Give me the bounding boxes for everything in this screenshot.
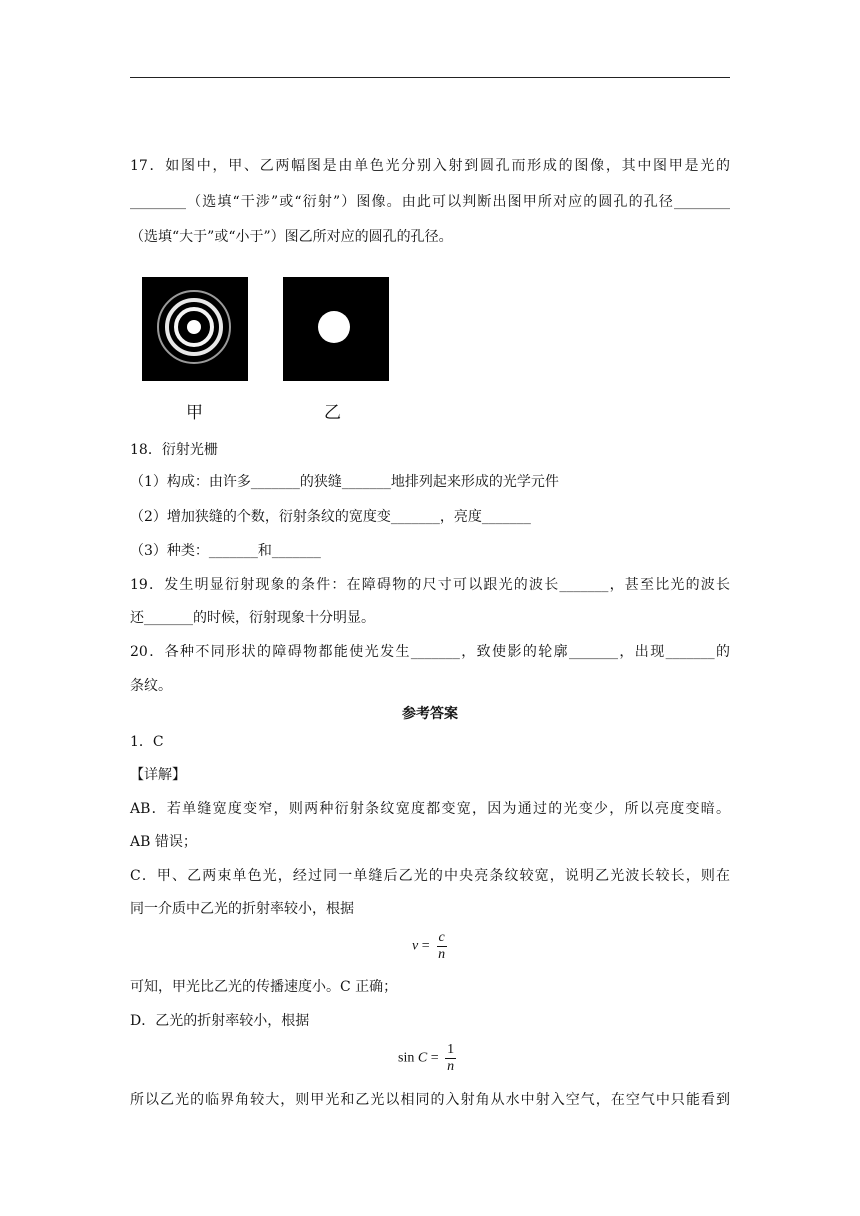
analysis-c-line-1: C．甲、乙两束单色光，经过同一单缝后乙光的中央亮条纹较宽，说明乙光波长较长，则在 <box>130 868 730 884</box>
analysis-ab-line: AB．若单缝宽度变窄，则两种衍射条纹宽度都变宽，因为通过的光变少，所以亮度变暗。 <box>130 801 730 817</box>
formula-critical-var: C <box>417 1050 428 1066</box>
analysis-d-conclusion: 所以乙光的临界角较大，则甲光和乙光以相同的入射角从水中射入空气，在空气中只能看到 <box>130 1092 730 1108</box>
answer-1: 1．C <box>130 734 164 750</box>
q17-line-3: （选填“大于”或“小于”）图乙所对应的圆孔的孔径。 <box>130 229 453 245</box>
formula-critical-func: sin <box>398 1050 415 1066</box>
figure-pair <box>142 277 402 427</box>
q18-title: 18．衍射光栅 <box>130 442 218 458</box>
formula-speed-fraction <box>436 930 447 963</box>
analysis-d-line: D．乙光的折射率较小，根据 <box>130 1013 310 1029</box>
formula-speed-denominator: n <box>438 947 446 962</box>
analysis-c-line-2: 同一介质中乙光的折射率较小，根据 <box>130 901 354 917</box>
q17-line-2: ________（选填“干涉”或“衍射”）图像。由此可以判断出图甲所对应的圆孔的孔径________ <box>130 194 730 210</box>
q20-line-2: 条纹。 <box>130 678 172 694</box>
q17-line-1: 17．如图中，甲、乙两幅图是由单色光分别入射到圆孔而形成的图像，其中图甲是光的 <box>130 158 730 174</box>
formula-critical-angle <box>398 1042 456 1075</box>
formula-critical-equals: = <box>430 1050 439 1066</box>
figure-jia-rings-image <box>142 277 248 381</box>
q19-line-2: 还_______的时候，衍射现象十分明显。 <box>130 610 375 626</box>
formula-speed-numerator: c <box>438 930 445 945</box>
figure-yi-caption: 乙 <box>324 403 341 423</box>
formula-critical-numerator: 1 <box>447 1042 455 1057</box>
formula-speed-lhs: v <box>412 938 419 954</box>
q18-item-3: （3）种类：_______和_______ <box>130 543 321 559</box>
detail-label: 【详解】 <box>130 767 186 783</box>
q20-line-1: 20．各种不同形状的障碍物都能使光发生_______，致使影的轮廓_______，出现_______的 <box>130 644 730 660</box>
answers-heading: 参考答案 <box>402 706 458 722</box>
formula-speed-equals: = <box>421 938 430 954</box>
analysis-ab-verdict: AB 错误； <box>130 834 197 850</box>
q18-item-2: （2）增加狭缝的个数，衍射条纹的宽度变_______，亮度_______ <box>130 509 531 525</box>
formula-critical-fraction <box>445 1042 456 1075</box>
figure-yi-spot-image <box>283 277 389 381</box>
q19-line-1: 19．发生明显衍射现象的条件：在障碍物的尺寸可以跟光的波长_______，甚至比光的波长 <box>130 577 730 593</box>
q18-item-1: （1）构成：由许多_______的狭缝_______地排列起来形成的光学元件 <box>130 474 559 490</box>
analysis-c-conclusion: 可知，甲光比乙光的传播速度小。C 正确； <box>130 979 398 995</box>
header-rule <box>130 77 730 78</box>
figure-jia-caption: 甲 <box>186 403 203 423</box>
formula-speed <box>412 930 447 963</box>
formula-critical-denominator: n <box>447 1059 455 1074</box>
